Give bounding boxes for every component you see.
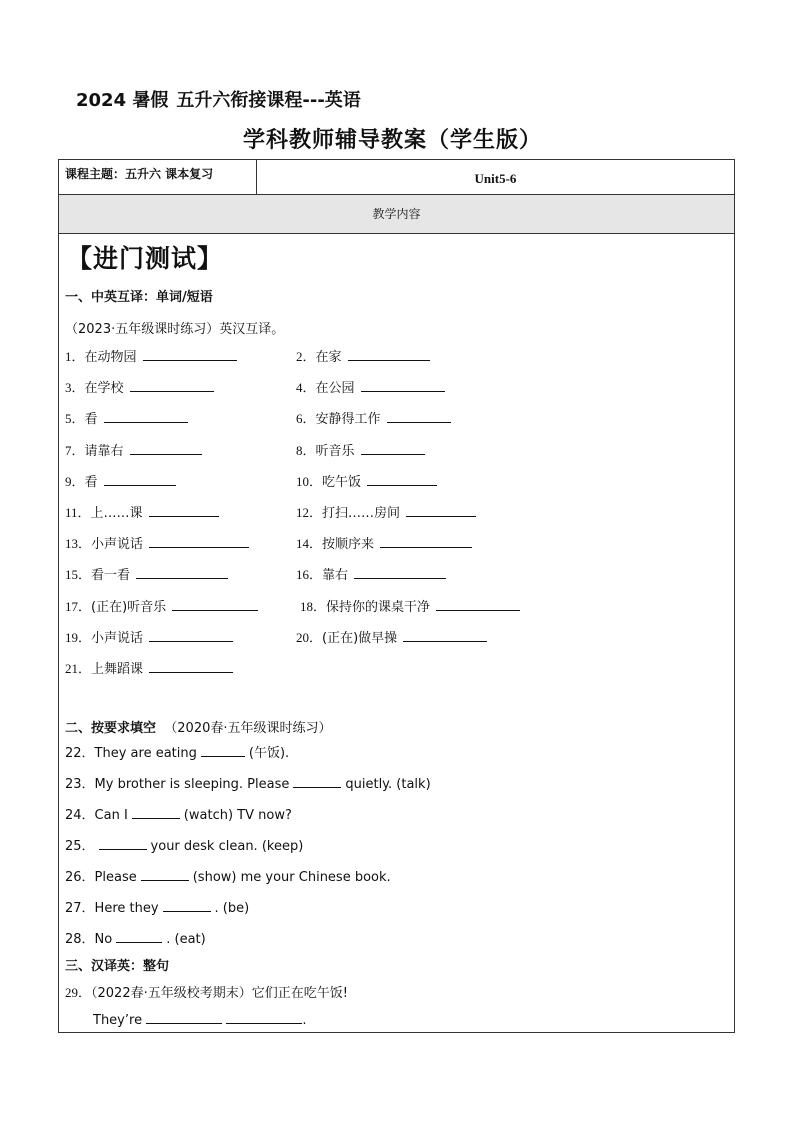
part2-heading: 二、按要求填空 [65, 721, 157, 736]
answer-blank-1[interactable] [146, 1011, 222, 1024]
item-number: 21． [65, 661, 92, 676]
fill-blank-item [65, 835, 303, 854]
translation-item [65, 596, 258, 615]
item-text: 保持你的课桌干净 [326, 599, 431, 615]
translation-item [65, 502, 219, 521]
item-text-after: . (be) [214, 901, 250, 916]
item-text: 在学校 [84, 381, 124, 397]
translation-item [65, 533, 249, 552]
translation-item [296, 564, 446, 583]
item-text: 小声说话 [91, 537, 144, 553]
lesson-info-row [59, 160, 734, 195]
item-number: 24． [65, 808, 95, 823]
translation-item [296, 408, 451, 427]
course-header-name: 五升六衔接课程---英语 [176, 90, 361, 111]
course-header [76, 86, 361, 112]
item-text: 在动物园 [84, 350, 137, 365]
translation-item [65, 408, 188, 427]
answer-blank[interactable] [387, 410, 451, 423]
item-number: 22． [65, 746, 95, 761]
item-text: (正在)听音乐 [91, 599, 167, 615]
answer-blank-2[interactable] [226, 1011, 302, 1024]
fill-blank-item [65, 928, 206, 947]
answer-blank[interactable] [436, 598, 520, 611]
answer-blank[interactable] [361, 442, 425, 455]
item-number: 20． [296, 629, 323, 645]
translation-item [296, 502, 476, 521]
item-text: 看一看 [91, 568, 131, 584]
course-header-year: 2024 暑假 [76, 90, 169, 111]
item-number: 28． [65, 932, 95, 947]
item-text: 安静得工作 [315, 412, 381, 428]
answer-blank[interactable] [348, 348, 430, 361]
item-number: 8． [296, 442, 316, 458]
answer-blank[interactable] [361, 379, 445, 392]
item-number: 19． [65, 629, 92, 645]
item-number: 1． [65, 349, 85, 364]
item-text-after: your desk clean. (keep) [150, 839, 304, 854]
item-text: 在公园 [315, 381, 355, 397]
question-29-text: （2022春·五年级校考期末）它们正在吃午饭! [91, 986, 348, 1001]
answer-blank[interactable] [141, 868, 189, 881]
item-number: 5． [65, 411, 85, 427]
translation-item [296, 377, 445, 396]
teaching-content-header: 教学内容 [59, 195, 734, 234]
answer-blank[interactable] [367, 473, 437, 486]
fill-blank-item [65, 773, 431, 792]
item-number: 17． [65, 598, 92, 614]
translation-item [296, 627, 487, 646]
answer-blank[interactable] [293, 775, 341, 788]
item-text: 听音乐 [315, 443, 355, 459]
part1-source: （2023·五年级课时练习）英汉互译。 [65, 322, 285, 337]
item-number: 6． [296, 411, 316, 427]
item-text: 吃午饭 [322, 474, 362, 490]
part1-heading: 一、中英互译：单词/短语 [65, 290, 213, 305]
unit-cell: Unit5-6 [474, 171, 517, 186]
answer-prefix: They’re [93, 1013, 143, 1028]
fill-blank-item [65, 897, 249, 916]
item-number: 7． [65, 442, 85, 458]
answer-blank[interactable] [136, 566, 228, 579]
item-number: 18． [300, 598, 327, 614]
translation-item [65, 346, 237, 365]
item-text-after: (show) me your Chinese book. [192, 870, 391, 885]
answer-blank[interactable] [132, 806, 180, 819]
item-text: 按顺序来 [322, 537, 375, 553]
item-number: 16． [296, 567, 323, 583]
answer-suffix: . [302, 1013, 307, 1028]
item-text: 上舞蹈课 [91, 662, 144, 677]
item-number: 11． [65, 505, 91, 520]
item-text: 看 [84, 412, 98, 428]
item-text-before: Can I [94, 808, 128, 823]
course-topic-cell: 课程主题：五升六 课本复习 [59, 160, 257, 194]
item-text: 小声说话 [91, 630, 144, 646]
item-number: 3． [65, 380, 85, 396]
answer-blank[interactable] [201, 744, 245, 757]
answer-blank[interactable] [99, 837, 147, 850]
translation-item [296, 440, 425, 459]
item-text: 上……课 [90, 506, 143, 521]
translation-item [65, 471, 176, 490]
translation-item [296, 471, 437, 490]
item-number: 23． [65, 777, 95, 792]
answer-blank[interactable] [149, 535, 249, 548]
answer-blank[interactable] [403, 629, 487, 642]
answer-blank[interactable] [149, 504, 219, 517]
item-text-before: Please [94, 870, 137, 885]
fill-blank-item [65, 742, 289, 761]
part2-heading-line [65, 717, 332, 736]
part2-source: （2020春·五年级课时练习） [164, 721, 332, 736]
item-text-before: They are eating [94, 746, 197, 761]
question-29 [65, 982, 348, 1001]
answer-blank[interactable] [104, 473, 176, 486]
answer-blank[interactable] [130, 379, 214, 392]
translation-item [300, 596, 520, 615]
question-29-number: 29． [65, 985, 92, 1000]
item-number: 14． [296, 536, 323, 552]
item-number: 26． [65, 870, 95, 885]
answer-blank[interactable] [163, 899, 211, 912]
item-text: (正在)做早操 [322, 630, 398, 646]
translation-item [296, 533, 472, 552]
item-number: 9． [65, 473, 85, 489]
item-text-after: (午饭). [248, 746, 290, 761]
answer-blank[interactable] [406, 504, 476, 517]
item-text-after: . (eat) [166, 932, 206, 947]
item-number: 15． [65, 567, 92, 583]
question-29-answer [93, 1011, 306, 1028]
item-text: 看 [84, 474, 98, 490]
item-text-after: (watch) TV now? [183, 808, 292, 823]
item-number: 25． [65, 839, 95, 854]
translation-item [65, 627, 233, 646]
answer-blank[interactable] [354, 566, 446, 579]
item-text: 打扫……房间 [322, 506, 401, 521]
answer-blank[interactable] [143, 348, 237, 361]
answer-blank[interactable] [149, 660, 233, 673]
translation-item [296, 346, 430, 365]
item-text-before: My brother is sleeping. Please [94, 777, 290, 792]
item-number: 4． [296, 380, 316, 396]
item-text-before: No [94, 932, 113, 947]
item-number: 12． [296, 505, 323, 520]
translation-item [65, 377, 214, 396]
item-number: 10． [296, 473, 323, 489]
item-text: 在家 [315, 350, 342, 365]
item-number: 13． [65, 536, 92, 552]
item-text-after: quietly. (talk) [345, 777, 431, 792]
item-text-before: Here they [94, 901, 159, 916]
item-number: 2． [296, 349, 316, 364]
answer-blank[interactable] [172, 598, 258, 611]
translation-item [65, 440, 202, 459]
entrance-test-heading: 【进门测试】 [67, 244, 224, 273]
translation-item [65, 658, 233, 677]
answer-blank[interactable] [116, 930, 162, 943]
document-title: 学科教师辅导教案（学生版） [243, 127, 543, 153]
answer-blank[interactable] [130, 442, 202, 455]
item-text: 靠右 [322, 568, 349, 584]
answer-blank[interactable] [104, 410, 188, 423]
part3-heading: 三、汉译英：整句 [65, 959, 170, 974]
item-text: 请靠右 [84, 443, 124, 459]
answer-blank[interactable] [380, 535, 472, 548]
answer-blank[interactable] [149, 629, 233, 642]
translation-item [65, 564, 228, 583]
lesson-table [58, 159, 735, 1033]
item-number: 27． [65, 901, 95, 916]
fill-blank-item [65, 866, 391, 885]
fill-blank-item [65, 804, 292, 823]
